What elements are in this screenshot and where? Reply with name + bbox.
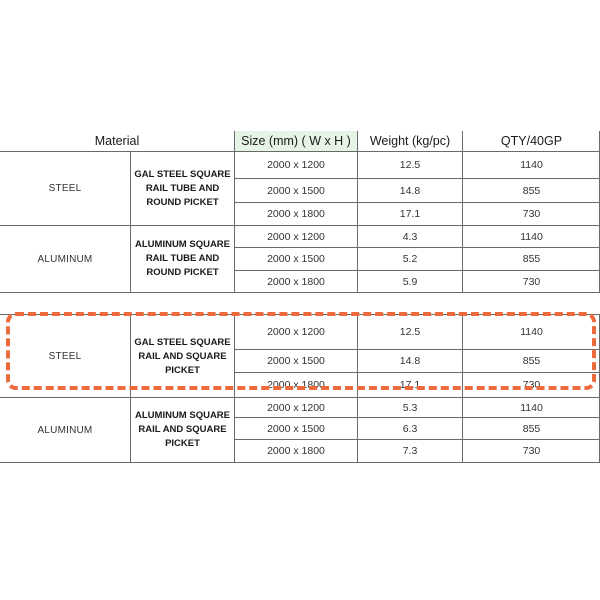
qty-cell: 855 <box>522 355 541 367</box>
size-cell: 2000 x 1500 <box>267 355 325 367</box>
qty-cell: 855 <box>522 184 541 197</box>
weight-cell: 5.3 <box>402 401 418 414</box>
header-size: Size (mm) ( W x H ) <box>235 131 357 151</box>
qty-cell: 1140 <box>520 230 543 243</box>
grid-line <box>0 314 600 315</box>
grid-line <box>130 315 131 462</box>
qty-cell: 855 <box>522 422 541 435</box>
grid-line <box>0 462 600 463</box>
weight-cell: 12.5 <box>399 326 421 338</box>
size-cell: 2000 x 1500 <box>267 253 325 265</box>
grid-line <box>235 202 600 203</box>
grid-line <box>0 225 600 226</box>
size-cell: 2000 x 1200 <box>267 230 325 243</box>
material-cell: STEEL <box>48 183 82 194</box>
qty-cell: 855 <box>522 253 541 265</box>
size-cell: 2000 x 1200 <box>267 326 325 338</box>
grid-line <box>357 315 358 462</box>
grid-line <box>462 315 463 462</box>
weight-cell: 17.1 <box>399 208 421 220</box>
grid-line <box>357 131 358 292</box>
grid-line <box>235 417 600 418</box>
weight-cell: 7.3 <box>402 445 418 457</box>
grid-line <box>235 349 600 350</box>
qty-cell: 730 <box>522 275 541 288</box>
weight-cell: 14.8 <box>399 355 421 367</box>
material-cell: ALUMINUM <box>37 424 93 436</box>
description-cell: ALUMINUM SQUARE RAIL TUBE AND ROUND PICKET <box>135 239 230 278</box>
size-cell: 2000 x 1200 <box>267 159 325 171</box>
size-cell: 2000 x 1800 <box>267 445 325 457</box>
size-cell: 2000 x 1200 <box>267 401 325 414</box>
grid-line <box>235 247 600 248</box>
grid-line <box>235 372 600 373</box>
qty-cell: 1140 <box>520 401 543 414</box>
size-cell: 2000 x 1800 <box>267 208 325 220</box>
header-qty: QTY/40GP <box>500 134 563 148</box>
weight-cell: 14.8 <box>399 184 421 197</box>
qty-cell: 730 <box>522 445 541 457</box>
header-weight: Weight (kg/pc) <box>369 134 451 148</box>
grid-line <box>235 178 600 179</box>
weight-cell: 5.9 <box>402 275 418 288</box>
grid-line <box>0 151 600 152</box>
grid-line <box>235 270 600 271</box>
size-cell: 2000 x 1800 <box>267 379 325 391</box>
weight-cell: 17.1 <box>399 379 421 391</box>
weight-cell: 5.2 <box>402 253 418 265</box>
header-material: Material <box>94 134 140 148</box>
size-cell: 2000 x 1800 <box>267 275 325 288</box>
size-cell: 2000 x 1500 <box>267 184 325 197</box>
material-cell: ALUMINUM <box>37 253 93 265</box>
grid-line <box>130 152 131 292</box>
size-cell: 2000 x 1500 <box>267 422 325 435</box>
grid-line <box>234 315 235 462</box>
grid-line <box>0 292 600 293</box>
grid-line <box>235 439 600 440</box>
description-cell: GAL STEEL SQUARE RAIL TUBE AND ROUND PICKET <box>134 168 231 208</box>
qty-cell: 730 <box>522 379 541 391</box>
weight-cell: 4.3 <box>402 230 418 243</box>
qty-cell: 730 <box>522 208 541 220</box>
qty-cell: 1140 <box>520 326 543 338</box>
grid-line <box>234 131 235 292</box>
description-cell: GAL STEEL SQUARE RAIL AND SQUARE PICKET <box>134 336 231 376</box>
qty-cell: 1140 <box>520 159 543 171</box>
grid-line <box>0 397 600 398</box>
weight-cell: 12.5 <box>399 159 421 171</box>
weight-cell: 6.3 <box>402 422 418 435</box>
description-cell: ALUMINUM SQUARE RAIL AND SQUARE PICKET <box>135 410 230 449</box>
grid-line <box>462 131 463 292</box>
material-cell: STEEL <box>48 351 82 362</box>
